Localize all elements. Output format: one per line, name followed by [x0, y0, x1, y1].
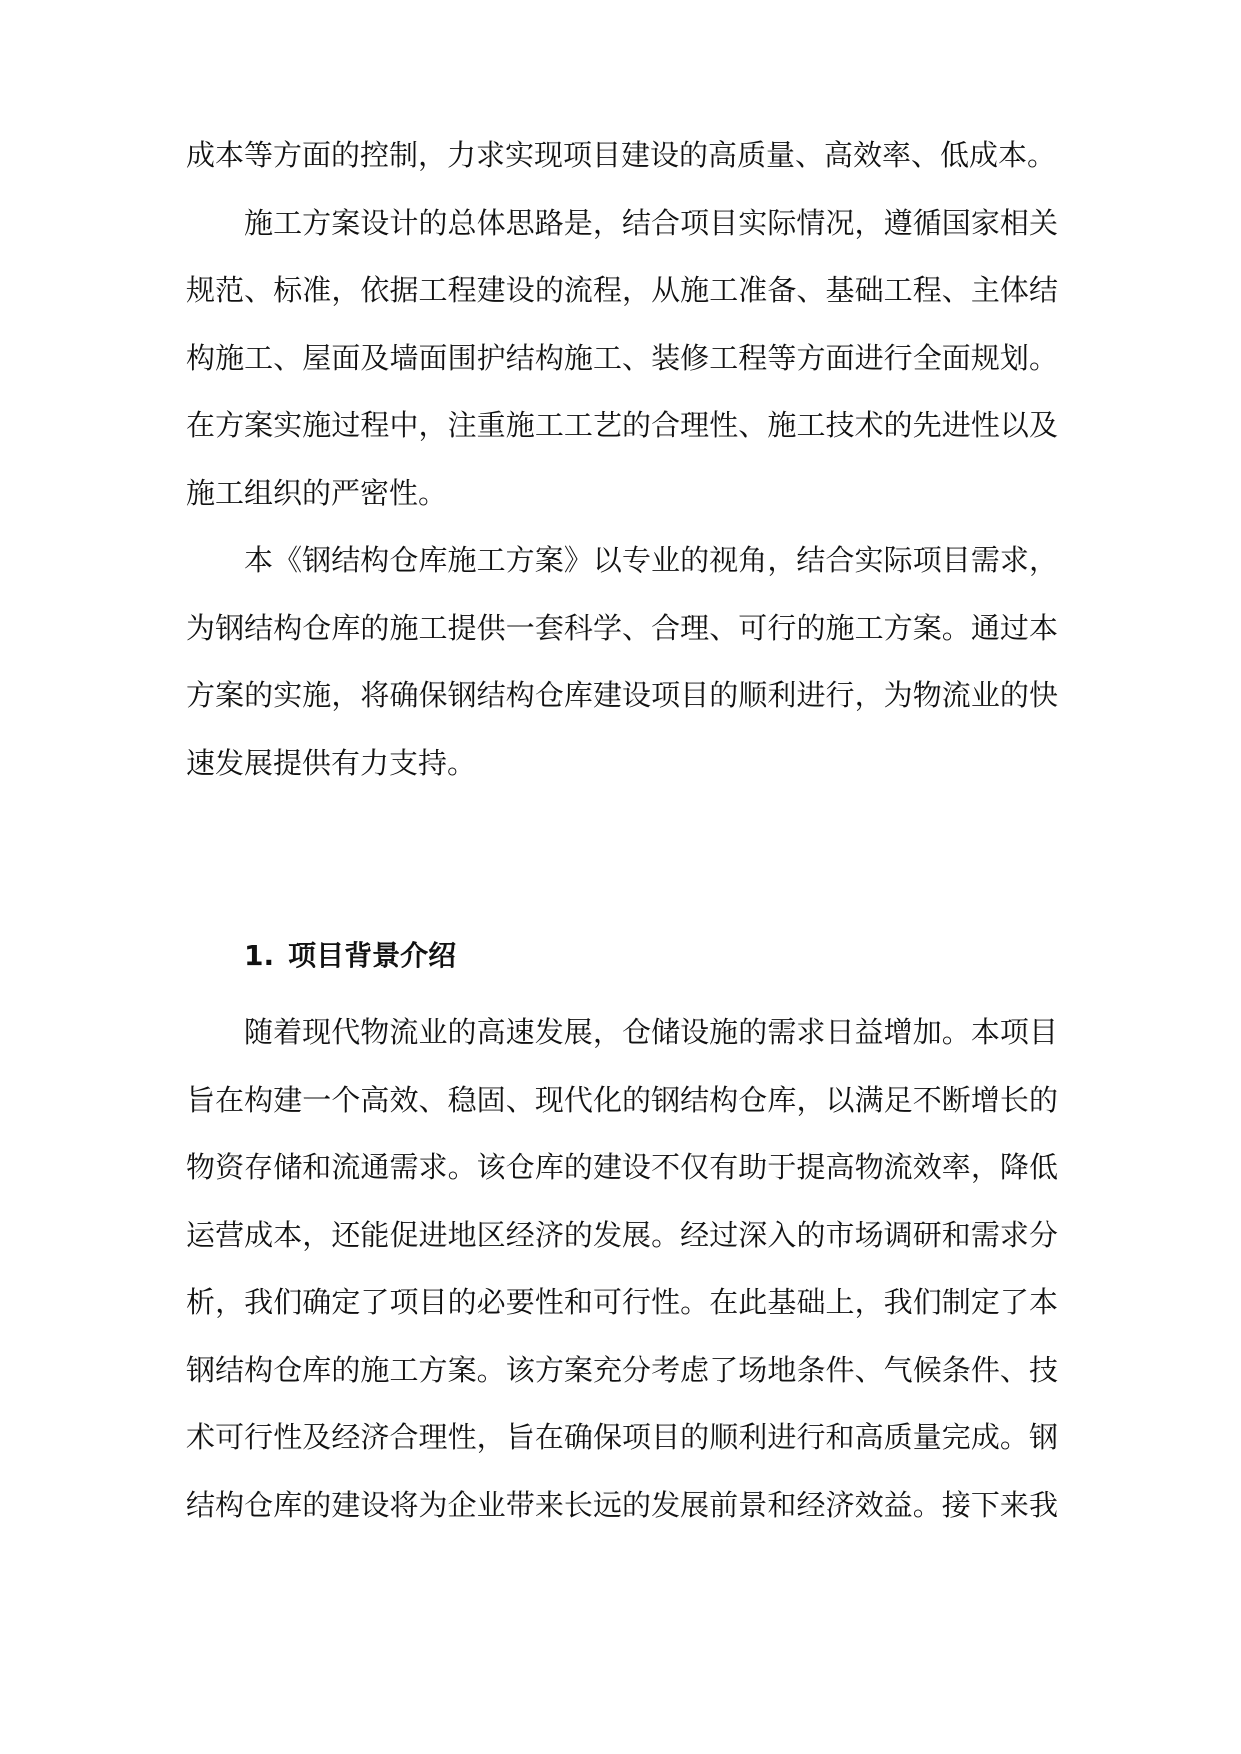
- paragraph-4-line-4: 运营成本，还能促进地区经济的发展。经过深入的市场调研和需求分: [186, 1218, 1058, 1252]
- section-heading: [244, 936, 456, 976]
- paragraph-4-line-6: 钢结构仓库的施工方案。该方案充分考虑了场地条件、气候条件、技: [186, 1353, 1058, 1387]
- paragraph-3-line-3: 方案的实施，将确保钢结构仓库建设项目的顺利进行，为物流业的快: [186, 678, 1058, 712]
- paragraph-2-line-5: 施工组织的严密性。: [186, 476, 448, 510]
- paragraph-3-line-4: 速发展提供有力支持。: [186, 746, 477, 780]
- paragraph-3-line-2: 为钢结构仓库的施工提供一套科学、合理、可行的施工方案。通过本: [186, 611, 1058, 645]
- paragraph-2-line-3: 构施工、屋面及墙面围护结构施工、装修工程等方面进行全面规划。: [186, 341, 1058, 375]
- paragraph-2-line-2: 规范、标准，依据工程建设的流程，从施工准备、基础工程、主体结: [186, 273, 1058, 307]
- paragraph-4-line-3: 物资存储和流通需求。该仓库的建设不仅有助于提高物流效率，降低: [186, 1150, 1058, 1184]
- paragraph-4-line-7: 术可行性及经济合理性，旨在确保项目的顺利进行和高质量完成。钢: [186, 1420, 1058, 1454]
- section-number: 1.: [244, 939, 275, 972]
- paragraph-4-line-5: 析，我们确定了项目的必要性和可行性。在此基础上，我们制定了本: [186, 1285, 1058, 1319]
- paragraph-1-line-1: 成本等方面的控制，力求实现项目建设的高质量、高效率、低成本。: [186, 138, 1057, 172]
- paragraph-2-line-4: 在方案实施过程中，注重施工工艺的合理性、施工技术的先进性以及: [186, 408, 1058, 442]
- paragraph-3-line-1: 本《钢结构仓库施工方案》以专业的视角，结合实际项目需求，: [244, 543, 1058, 577]
- section-title: 项目背景介绍: [288, 939, 457, 972]
- paragraph-4-line-1: 随着现代物流业的高速发展，仓储设施的需求日益增加。本项目: [244, 1015, 1058, 1049]
- paragraph-2-line-1: 施工方案设计的总体思路是，结合项目实际情况，遵循国家相关: [244, 206, 1058, 240]
- paragraph-4-line-8: 结构仓库的建设将为企业带来长远的发展前景和经济效益。接下来我: [186, 1488, 1058, 1522]
- paragraph-4-line-2: 旨在构建一个高效、稳固、现代化的钢结构仓库，以满足不断增长的: [186, 1083, 1058, 1117]
